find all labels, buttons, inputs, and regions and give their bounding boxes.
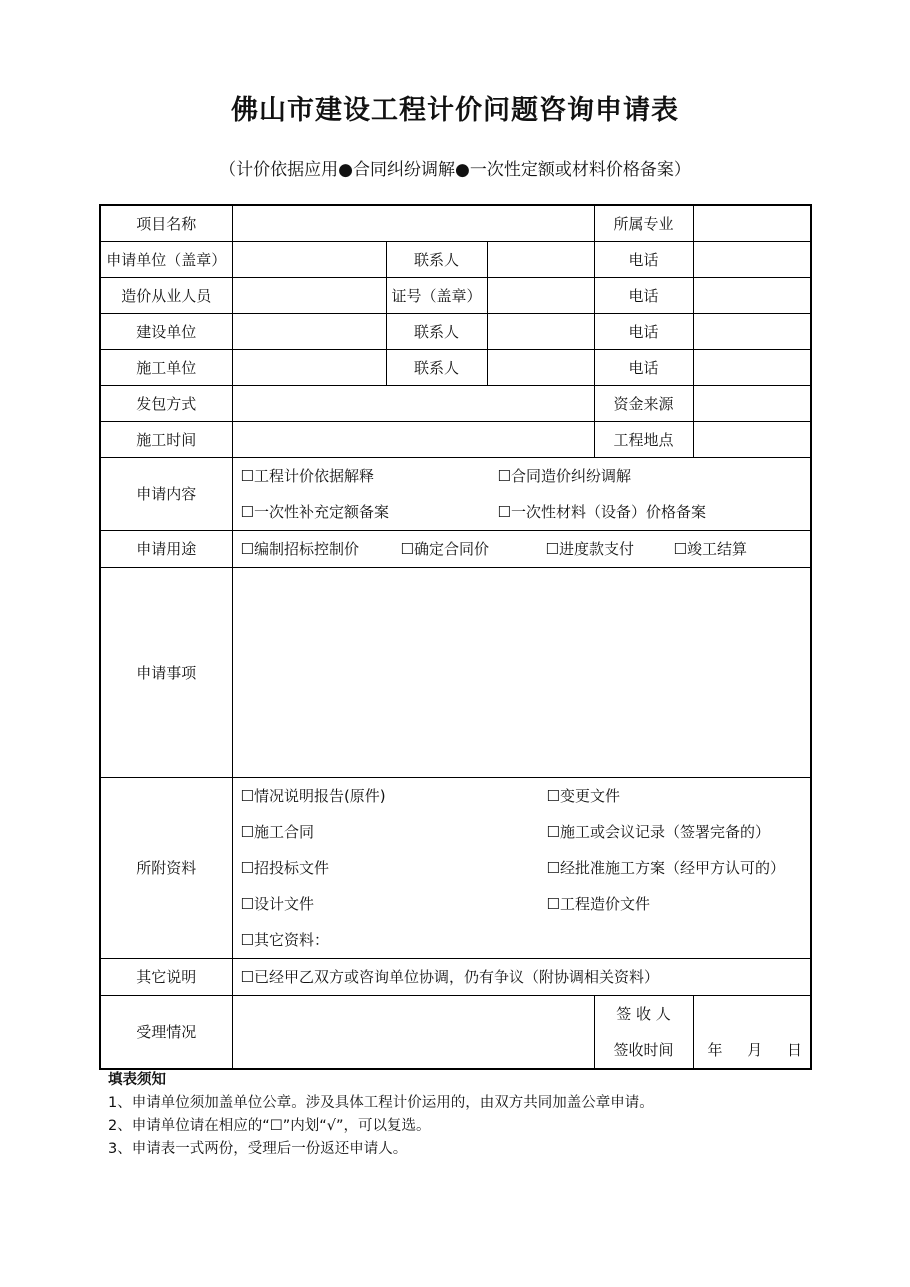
checkbox-pricing-basis-explanation[interactable]: ☐工程计价依据解释 — [240, 467, 374, 485]
field-builder-phone[interactable] — [693, 349, 811, 385]
checkbox-tender-control-price[interactable]: ☐编制招标控制价 — [240, 540, 359, 558]
label-construction-contact: 联系人 — [386, 313, 487, 349]
checkbox-situation-report[interactable]: ☐情况说明报告(原件) — [240, 787, 386, 805]
row-purpose — [100, 530, 811, 567]
instruction-item: 1、申请单位须加盖单位公章。涉及具体工程计价运用的，由双方共同加盖公章申请。 — [108, 1095, 654, 1111]
content-options — [232, 457, 811, 530]
checkbox-design-documents[interactable]: ☐设计文件 — [240, 895, 314, 913]
field-site[interactable] — [693, 421, 811, 457]
field-builder-contact[interactable] — [487, 349, 594, 385]
checkbox-contract-dispute-mediation[interactable]: ☐合同造价纠纷调解 — [497, 467, 631, 485]
label-applicant-contact: 联系人 — [386, 241, 487, 277]
label-content: 申请内容 — [100, 457, 232, 530]
checkbox-material-price-filing[interactable]: ☐一次性材料（设备）价格备案 — [497, 503, 706, 521]
checkbox-bidding-documents[interactable]: ☐招投标文件 — [240, 859, 329, 877]
field-construction-contact[interactable] — [487, 313, 594, 349]
field-build-time[interactable] — [232, 421, 594, 457]
checkbox-contract-price[interactable]: ☐确定合同价 — [400, 540, 489, 558]
instruction-item: 2、申请单位请在相应的“☐”内划“√”，可以复选。 — [108, 1118, 431, 1134]
row-applicant-unit — [100, 241, 811, 277]
label-specialty: 所属专业 — [594, 205, 693, 241]
row-acceptance — [100, 995, 811, 1069]
field-receiver[interactable] — [694, 996, 811, 1032]
field-acceptance[interactable] — [232, 995, 594, 1069]
label-other-notes: 其它说明 — [100, 958, 232, 995]
row-matters — [100, 567, 811, 777]
receive-labels — [594, 995, 693, 1069]
field-construction-phone[interactable] — [693, 313, 811, 349]
checkbox-approved-construction-plan[interactable]: ☐经批准施工方案（经甲方认可的） — [546, 859, 785, 877]
label-cost-staff: 造价从业人员 — [100, 277, 232, 313]
label-cert-no: 证号（盖章） — [386, 277, 487, 313]
label-project-name: 项目名称 — [100, 205, 232, 241]
field-cost-staff[interactable] — [232, 277, 386, 313]
label-applicant-unit: 申请单位（盖章） — [100, 241, 232, 277]
checkbox-other-materials[interactable]: ☐其它资料： — [240, 931, 329, 949]
row-build-time — [100, 421, 811, 457]
row-cost-staff — [100, 277, 811, 313]
label-builder-phone: 电话 — [594, 349, 693, 385]
label-attachments: 所附资料 — [100, 777, 232, 958]
field-cert-no[interactable] — [487, 277, 594, 313]
label-build-time: 施工时间 — [100, 421, 232, 457]
row-project-name — [100, 205, 811, 241]
instructions-heading: 填表须知 — [108, 1072, 166, 1088]
field-builder-unit[interactable] — [232, 349, 386, 385]
form-subtitle: （计价依据应用●合同纠纷调解●一次性定额或材料价格备案） — [219, 160, 691, 180]
purpose-options — [232, 530, 811, 567]
other-options — [232, 958, 811, 995]
label-construction-unit: 建设单位 — [100, 313, 232, 349]
instructions — [108, 1069, 654, 1161]
field-receive-date[interactable]: 年 月 日 — [707, 1040, 803, 1059]
field-project-name[interactable] — [232, 205, 594, 241]
label-construction-phone: 电话 — [594, 313, 693, 349]
label-receive-time: 签收时间 — [613, 1040, 674, 1059]
row-contract-mode — [100, 385, 811, 421]
label-receiver: 签 收 人 — [616, 1004, 671, 1023]
label-purpose: 申请用途 — [100, 530, 232, 567]
checkbox-progress-payment[interactable]: ☐进度款支付 — [545, 540, 634, 558]
label-site: 工程地点 — [594, 421, 693, 457]
field-fund-source[interactable] — [693, 385, 811, 421]
checkbox-final-settlement[interactable]: ☐竣工结算 — [673, 540, 747, 558]
checkbox-cost-documents[interactable]: ☐工程造价文件 — [546, 895, 650, 913]
attachment-options — [232, 777, 811, 958]
row-attachments — [100, 777, 811, 958]
field-specialty[interactable] — [693, 205, 811, 241]
application-form-table — [99, 204, 812, 1070]
field-construction-unit[interactable] — [232, 313, 386, 349]
label-fund-source: 资金来源 — [594, 385, 693, 421]
checkbox-supplementary-quota-filing[interactable]: ☐一次性补充定额备案 — [240, 503, 389, 521]
label-builder-contact: 联系人 — [386, 349, 487, 385]
checkbox-meeting-records[interactable]: ☐施工或会议记录（签署完备的） — [546, 823, 770, 841]
label-matters: 申请事项 — [100, 567, 232, 777]
label-applicant-phone: 电话 — [594, 241, 693, 277]
row-other-notes — [100, 958, 811, 995]
row-builder-unit — [100, 349, 811, 385]
label-contract-mode: 发包方式 — [100, 385, 232, 421]
field-applicant-phone[interactable] — [693, 241, 811, 277]
label-builder-unit: 施工单位 — [100, 349, 232, 385]
label-acceptance: 受理情况 — [100, 995, 232, 1069]
label-staff-phone: 电话 — [594, 277, 693, 313]
field-staff-phone[interactable] — [693, 277, 811, 313]
field-matters[interactable] — [232, 567, 811, 777]
checkbox-construction-contract[interactable]: ☐施工合同 — [240, 823, 314, 841]
field-contract-mode[interactable] — [232, 385, 594, 421]
checkbox-change-documents[interactable]: ☐变更文件 — [546, 787, 620, 805]
field-applicant-unit[interactable] — [232, 241, 386, 277]
row-construction-unit — [100, 313, 811, 349]
instruction-item: 3、申请表一式两份，受理后一份返还申请人。 — [108, 1141, 408, 1157]
form-title: 佛山市建设工程计价问题咨询申请表 — [231, 95, 679, 126]
field-applicant-contact[interactable] — [487, 241, 594, 277]
row-content — [100, 457, 811, 530]
receive-fields — [693, 995, 811, 1069]
checkbox-already-coordinated[interactable]: ☐已经甲乙双方或咨询单位协调，仍有争议（附协调相关资料） — [240, 968, 659, 986]
